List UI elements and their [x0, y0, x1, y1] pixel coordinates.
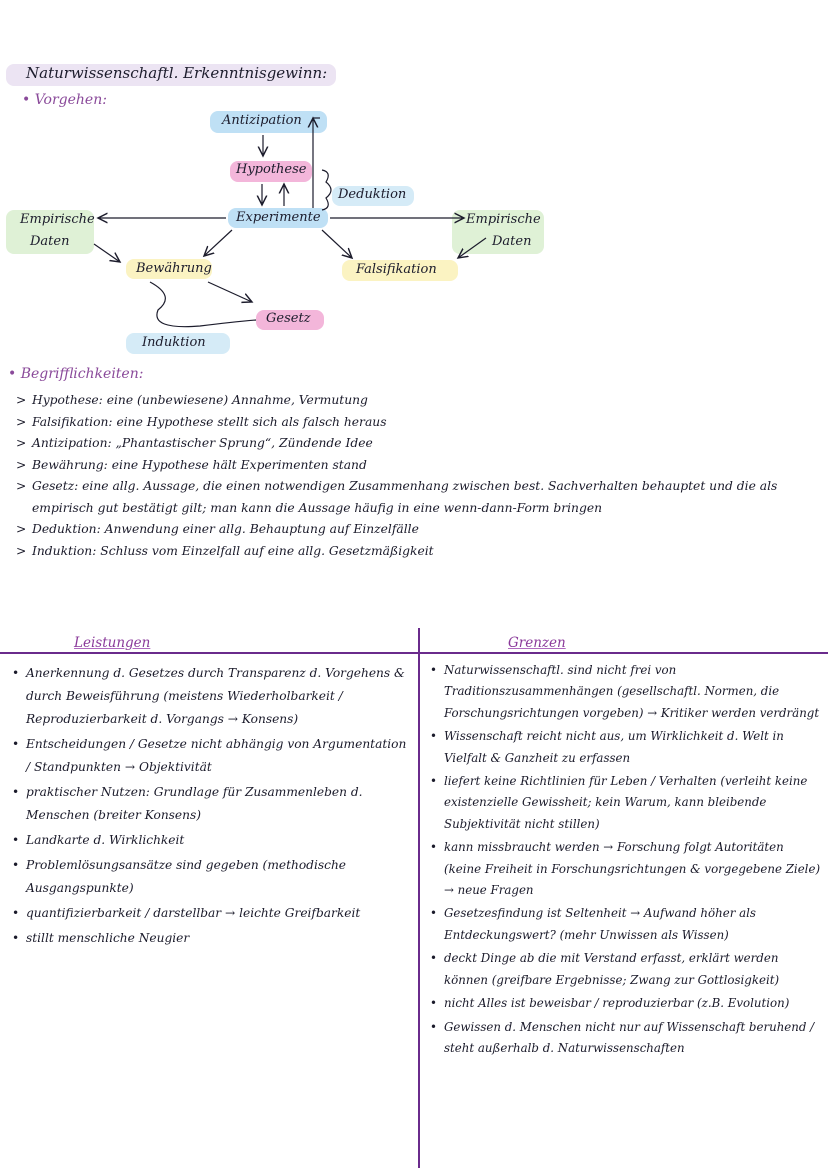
leistungen-heading: Leistungen [74, 635, 151, 651]
node-empirische-right-1: Empirische [466, 212, 541, 227]
node-empirische-left-1: Empirische [20, 212, 95, 227]
definition-item: > Gesetz: eine allg. Aussage, die einen notwendigen Zusammenhang zwischen best. Sachverhalten behauptet und die als empirisch gut bestätigt gilt; man kann die Aussage häufig in eine wenn-dann-Form bringen [14, 476, 814, 519]
section-subtitle: • Vorgehen: [22, 92, 107, 108]
leistung-item: • quantifizierbarkeit / darstellbar → leichte Greifbarkeit [12, 902, 408, 925]
leistung-item: • Problemlösungsansätze sind gegeben (methodische Ausgangspunkte) [12, 854, 408, 900]
node-falsifikation: Falsifikation [356, 262, 437, 277]
grenzen-heading: Grenzen [508, 635, 566, 651]
node-gesetz: Gesetz [266, 311, 311, 326]
definition-item: > Deduktion: Anwendung einer allg. Behauptung auf Einzelfälle [14, 519, 814, 541]
page-title: Naturwissenschaftl. Erkenntnisgewinn: [26, 64, 328, 82]
definition-item: > Bewährung: eine Hypothese hält Experimenten stand [14, 455, 814, 477]
node-experimente: Experimente [236, 210, 321, 225]
arrow-daten-bewaehrung [94, 244, 120, 262]
arrow-exp-bewaehrung [204, 230, 232, 256]
grenze-item: • Gewissen d. Menschen nicht nur auf Wissenschaft beruhend / steht außerhalb d. Naturwissenschaften [430, 1017, 822, 1060]
definition-item: > Falsifikation: eine Hypothese stellt sich als falsch heraus [14, 412, 814, 434]
subtitle-text: Vorgehen: [34, 92, 107, 108]
deduktion-brace [322, 170, 331, 210]
table-vertical-rule [418, 628, 420, 1168]
node-hypothese: Hypothese [236, 162, 307, 177]
definitions-list [14, 390, 814, 562]
grenze-item: • nicht Alles ist beweisbar / reproduzierbar (z.B. Evolution) [430, 993, 822, 1014]
arrow-bewaehrung-gesetz [208, 282, 252, 302]
node-empirische-left-2: Daten [30, 234, 70, 249]
node-antizipation: Antizipation [222, 113, 302, 128]
arrow-exp-falsifikation [322, 230, 352, 258]
leistung-item: • Entscheidungen / Gesetze nicht abhängig von Argumentation / Standpunkten → Objektivität [12, 733, 408, 779]
grenze-item: • Gesetzesfindung ist Seltenheit → Aufwand höher als Entdeckungswert? (mehr Unwissen als Wissen) [430, 903, 822, 946]
definition-item: > Antizipation: „Phantastischer Sprung“, Zündende Idee [14, 433, 814, 455]
node-induktion: Induktion [142, 335, 206, 350]
leistung-item: • Landkarte d. Wirklichkeit [12, 829, 408, 852]
table-horizontal-rule [0, 652, 828, 654]
leistungen-list [12, 662, 408, 950]
grenze-item: • kann missbraucht werden → Forschung folgt Autoritäten (keine Freiheit in Forschungsrichtungen & vorgegebene Ziele) → neue Fragen [430, 837, 822, 901]
grenzen-list [430, 660, 822, 1059]
grenze-item: • deckt Dinge ab die mit Verstand erfasst, erklärt werden können (greifbare Ergebnisse; Zwang zur Gottlosigkeit) [430, 948, 822, 991]
definitions-heading: • Begrifflichkeiten: [8, 366, 144, 382]
definition-item: > Hypothese: eine (unbewiesene) Annahme, Vermutung [14, 390, 814, 412]
leistung-item: • praktischer Nutzen: Grundlage für Zusammenleben d. Menschen (breiter Konsens) [12, 781, 408, 827]
node-deduktion: Deduktion [338, 187, 407, 202]
definition-item: > Induktion: Schluss vom Einzelfall auf eine allg. Gesetzmäßigkeit [14, 541, 814, 563]
node-bewaehrung: Bewährung [136, 261, 212, 276]
node-empirische-right-2: Daten [492, 234, 532, 249]
leistung-item: • Anerkennung d. Gesetzes durch Transparenz d. Vorgehens & durch Beweisführung (meistens Wiederholbarkeit / Reproduzierbarkeit d. Vorgangs → Konsens) [12, 662, 408, 731]
leistung-item: • stillt menschliche Neugier [12, 927, 408, 950]
grenze-item: • Wissenschaft reicht nicht aus, um Wirklichkeit d. Welt in Vielfalt & Ganzheit zu erfassen [430, 726, 822, 769]
arrow-daten-falsifikation [458, 238, 486, 258]
induktion-curve [150, 282, 256, 327]
definitions-heading-text: Begrifflichkeiten: [20, 366, 144, 382]
grenze-item: • liefert keine Richtlinien für Leben / Verhalten (verleiht keine existenzielle Gewissheit; kein Warum, kann bleibende Subjektivität nicht stillen) [430, 771, 822, 835]
grenze-item: • Naturwissenschaftl. sind nicht frei von Traditionszusammenhängen (gesellschaftl. Normen, die Forschungsrichtungen vorgeben) → Kritiker werden verdrängt [430, 660, 822, 724]
